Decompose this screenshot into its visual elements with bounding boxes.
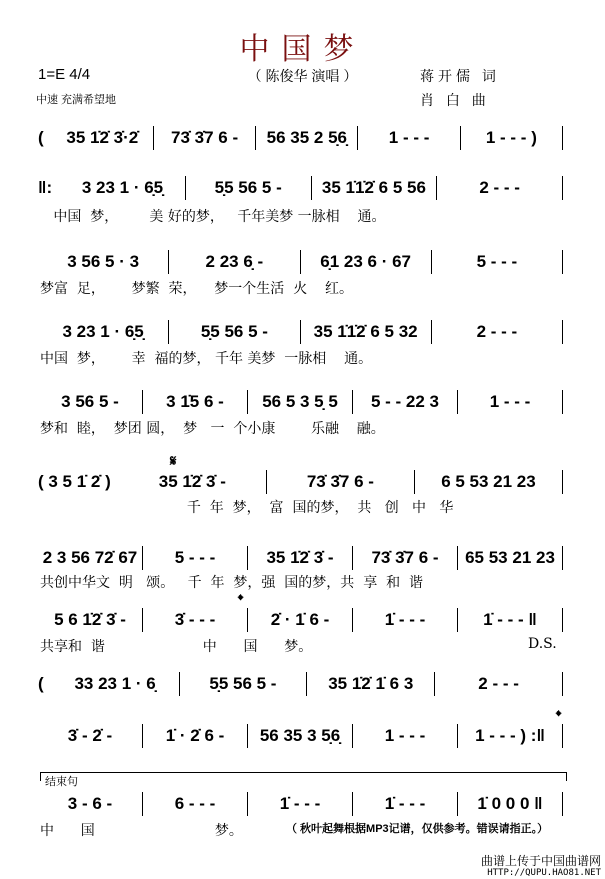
lyrics-line: 中 国 梦。: [40, 823, 243, 839]
measure: 1̇ - - -: [248, 792, 353, 816]
measure: 1̇ - - -: [353, 792, 458, 816]
staff-row: [38, 390, 563, 414]
measure: 1̇ 0 0 0 ‖: [458, 792, 563, 816]
measure: 2̇ · 1̇ 6 -: [248, 608, 353, 632]
measure: 35 1̇2̇ 3̇ -: [248, 546, 353, 570]
measure: 6̣1 23 6 · 67: [301, 250, 432, 274]
measure: 5 6 1̇2̇ 3̇ -: [38, 608, 143, 632]
measure: 3̇ - 2̇ -: [38, 724, 143, 748]
segno-sign: 𝄋: [170, 453, 177, 470]
staff-row: [38, 724, 563, 748]
measure: 3 23 1 · 6̣5̣: [60, 176, 186, 200]
row-prefix: ( 3 5 1̇ 2̇ ): [38, 472, 111, 491]
da-segno: D.S.: [528, 636, 557, 652]
lyricist: 蒋开儒 词: [420, 68, 500, 84]
lyrics-line: 梦和 睦， 梦团 圆， 梦 一 个小康 乐融 融。: [40, 421, 385, 437]
measure: 1 - - -: [353, 724, 458, 748]
measure: 3 1̇5 6 -: [143, 390, 248, 414]
measure: 5 - - -: [143, 546, 248, 570]
measure: 56 5 3 5̣ 5: [248, 390, 353, 414]
coda-sign: 𝄌: [238, 592, 244, 609]
measure: 5̣5 56 5 -: [186, 176, 312, 200]
measure: 5 - - 22 3: [353, 390, 458, 414]
measure: 6 - - -: [143, 792, 248, 816]
measure: 2 3 56 72̇ 67: [38, 546, 143, 570]
row-prefix: (: [38, 674, 44, 693]
staff-row: [38, 250, 563, 274]
staff-row: [38, 546, 563, 570]
measure: 1 - - -: [458, 390, 563, 414]
measure: 65 53 21 23: [458, 546, 563, 570]
measure: 5̣5 56 5 -: [169, 320, 300, 344]
lyrics-line: 共创中华文 明 颂。 千 年 梦，强 国的梦，共 享 和 谐: [40, 575, 424, 591]
staff-row: [38, 792, 563, 816]
footer-site: 曲谱上传于中国曲谱网: [480, 854, 601, 868]
ending-label: 结束句: [45, 776, 78, 788]
measure: 3 56 5 · 3: [38, 250, 169, 274]
measure: 35 1̇2̇ 1̇ 6 3: [307, 672, 435, 696]
measure: 1̇ - - -: [353, 608, 458, 632]
measure: 73̇ 3̇7 6 -: [353, 546, 458, 570]
measure: 56 35 2 5̣6̣: [256, 126, 358, 150]
measure: 35 1̇1̇2̇ 6 5 32: [301, 320, 432, 344]
measure: 1̇ - - - ‖: [458, 608, 563, 632]
key-signature: 1=E 4/4: [38, 66, 91, 83]
staff-row: [38, 608, 563, 632]
song-title: 中国梦: [239, 32, 366, 67]
measure: 3 23 1 · 6̣5̣: [38, 320, 169, 344]
measure: 2 - - -: [437, 176, 563, 200]
composer: 肖 白 曲: [420, 92, 490, 108]
row-prefix: ‖:: [38, 178, 53, 197]
lyrics-line: 梦富 足， 梦繁 荣， 梦一个生活 火 红。: [40, 281, 354, 297]
measure: 33 23 1 · 6̣: [52, 672, 180, 696]
measure: 56 35 3 5̣6̣: [248, 724, 353, 748]
measure: 1̇ · 2̇ 6 -: [143, 724, 248, 748]
measure: 1 - - - ): [461, 126, 563, 150]
measure: 1 - - - ) :‖: [458, 724, 563, 748]
measure: 73̇ 3̇7 6 -: [154, 126, 256, 150]
lyrics-line: 共享和 谐 中 国 梦。: [40, 639, 313, 655]
measure: 3 56 5 -: [38, 390, 143, 414]
measure: 5̣5 56 5 -: [180, 672, 308, 696]
measure: 3̇ - - -: [143, 608, 248, 632]
measure: 35 1̇2̇ 3̇·2̇: [52, 126, 154, 150]
tempo-marking: 中速 充满希望地: [36, 94, 117, 106]
measure: 5 - - -: [432, 250, 563, 274]
measure: 2 23 6̣ -: [169, 250, 300, 274]
measure: 1 - - -: [358, 126, 460, 150]
staff-row: [38, 470, 563, 494]
staff-row: [38, 126, 563, 150]
lyrics-line: 中国 梦， 美 好的梦， 千年美梦 一脉相 通。: [40, 209, 386, 225]
measure: 2 - - -: [432, 320, 563, 344]
ending-bracket: [40, 772, 567, 788]
staff-row: [38, 320, 563, 344]
lyrics-line: 中国 梦， 幸 福的梦， 千年 美梦 一脉相 通。: [40, 351, 373, 367]
measure: 35 1̇1̇2̇ 6 5 56: [312, 176, 438, 200]
staff-row: [38, 672, 563, 696]
measure: 35 1̇2̇ 3̇ -: [119, 470, 267, 494]
lyrics-line: 千 年 梦， 富 国的梦， 共 创 中 华: [40, 500, 454, 516]
coda-sign-end: 𝄌: [556, 708, 562, 725]
measure: 3 - 6 -: [38, 792, 143, 816]
singer: （ 陈俊华 演唱 ）: [247, 68, 358, 84]
footer-url[interactable]: HTTP://QUPU.HAO81.NET: [487, 868, 601, 878]
staff-row: [38, 176, 563, 200]
transcription-note: （ 秋叶起舞根据MP3记谱，仅供参考。错误请指正。）: [286, 823, 549, 835]
measure: 6 5 53 21 23: [415, 470, 563, 494]
row-prefix: (: [38, 128, 44, 147]
measure: 2 - - -: [435, 672, 563, 696]
measure: 73̇ 3̇7 6 -: [267, 470, 415, 494]
